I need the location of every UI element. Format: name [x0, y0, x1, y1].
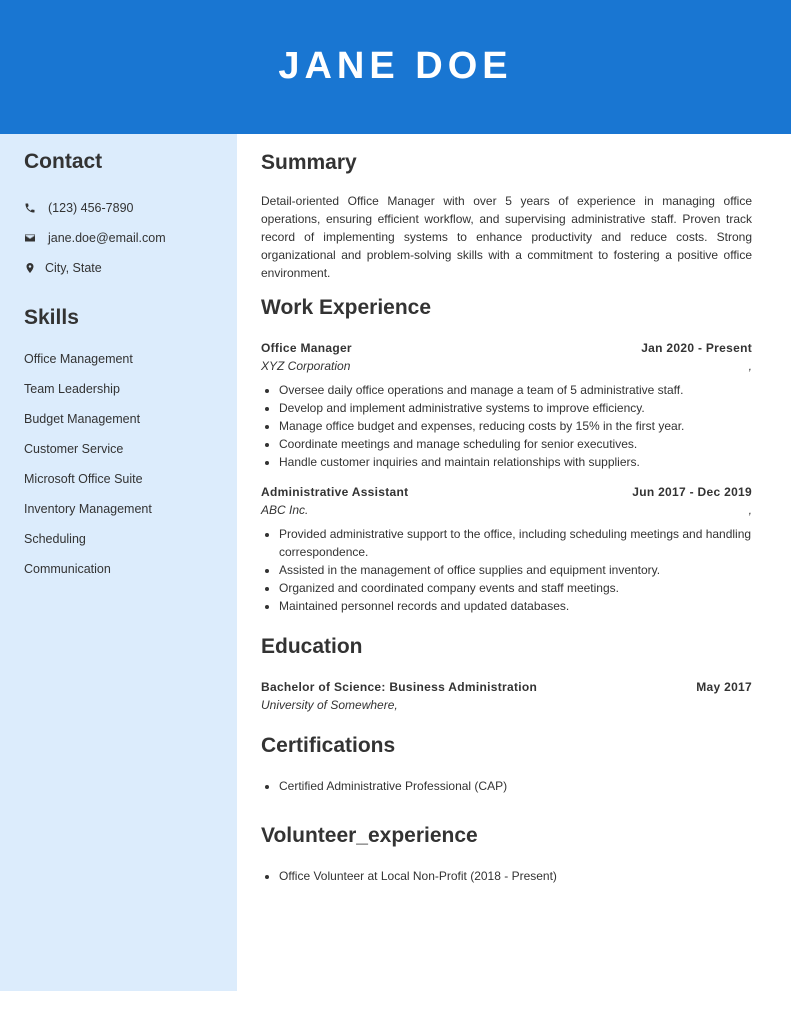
job-bullet: • Handle customer inquiries and maintain relationships with suppliers. — [279, 453, 752, 471]
job-company: ABC Inc. — [261, 503, 309, 517]
graduation-date: May 2017 — [696, 680, 752, 694]
education-entry — [261, 678, 752, 714]
job-company: XYZ Corporation — [261, 359, 351, 373]
job-location: , — [748, 359, 752, 373]
summary-text: Detail-oriented Office Manager with over 5 years of experience in managing office operations, ensuring efficient workflow, and supervising administrative staff. Proven track record of implementing systems to enhance productivity and reduce costs. Strong organizational and problem-solving skills with a commitment to fostering a positive office environment. — [261, 194, 752, 280]
phone-icon — [24, 202, 36, 214]
skill-item: Communication — [24, 562, 111, 576]
summary-heading: Summary — [261, 151, 357, 174]
job-title: Administrative Assistant — [261, 485, 409, 499]
contact-email — [24, 223, 237, 253]
job-dates: Jan 2020 - Present — [641, 341, 752, 355]
education-heading: Education — [261, 635, 363, 658]
sidebar — [0, 134, 237, 991]
job-location: , — [748, 503, 752, 517]
job-bullet: • Manage office budget and expenses, reducing costs by 15% in the first year. — [279, 417, 752, 435]
volunteer-heading: Volunteer_experience — [261, 824, 478, 847]
job-entry — [261, 339, 752, 471]
contact-email-text: jane.doe@email.com — [48, 231, 166, 245]
contact-heading: Contact — [24, 150, 103, 173]
job-bullet: • Maintained personnel records and updated databases. — [279, 597, 752, 615]
candidate-name: JANE DOE — [278, 44, 513, 87]
contact-phone — [24, 193, 237, 223]
skills-list — [24, 344, 237, 584]
job-entry — [261, 483, 752, 615]
main-content — [261, 134, 752, 885]
skill-item: Budget Management — [24, 412, 141, 426]
job-bullet: • Provided administrative support to the office, including scheduling meetings and handling correspondence. — [279, 525, 752, 561]
contact-location-text: City, State — [45, 261, 102, 275]
job-bullet: • Oversee daily office operations and manage a team of 5 administrative staff. — [279, 381, 752, 399]
skill-item: Office Management — [24, 352, 133, 366]
skill-item: Team Leadership — [24, 382, 120, 396]
job-bullet: • Organized and coordinated company events and staff meetings. — [279, 579, 752, 597]
work-experience-heading: Work Experience — [261, 296, 432, 319]
location-pin-icon — [24, 262, 36, 274]
job-dates: Jun 2017 - Dec 2019 — [632, 485, 752, 499]
envelope-icon — [24, 232, 36, 244]
certifications-list — [261, 777, 752, 795]
resume-header — [0, 0, 791, 134]
school: University of Somewhere, — [261, 698, 398, 712]
certification-item: • Certified Administrative Professional (CAP) — [279, 777, 752, 795]
volunteer-list — [261, 867, 752, 885]
skills-heading: Skills — [24, 306, 79, 329]
degree: Bachelor of Science: Business Administration — [261, 680, 538, 694]
contact-location — [24, 253, 237, 283]
job-bullets — [261, 381, 752, 471]
skill-item: Microsoft Office Suite — [24, 472, 143, 486]
certifications-heading: Certifications — [261, 734, 396, 757]
job-bullet: • Assisted in the management of office supplies and equipment inventory. — [279, 561, 752, 579]
contact-list — [24, 193, 237, 283]
job-title: Office Manager — [261, 341, 352, 355]
job-bullet: • Coordinate meetings and manage scheduling for senior executives. — [279, 435, 752, 453]
skill-item: Inventory Management — [24, 502, 152, 516]
volunteer-item: • Office Volunteer at Local Non-Profit (2018 - Present) — [279, 867, 752, 885]
skill-item: Scheduling — [24, 532, 86, 546]
job-bullet: • Develop and implement administrative systems to improve efficiency. — [279, 399, 752, 417]
job-bullets — [261, 525, 752, 615]
skill-item: Customer Service — [24, 442, 124, 456]
contact-phone-text: (123) 456-7890 — [48, 201, 134, 215]
